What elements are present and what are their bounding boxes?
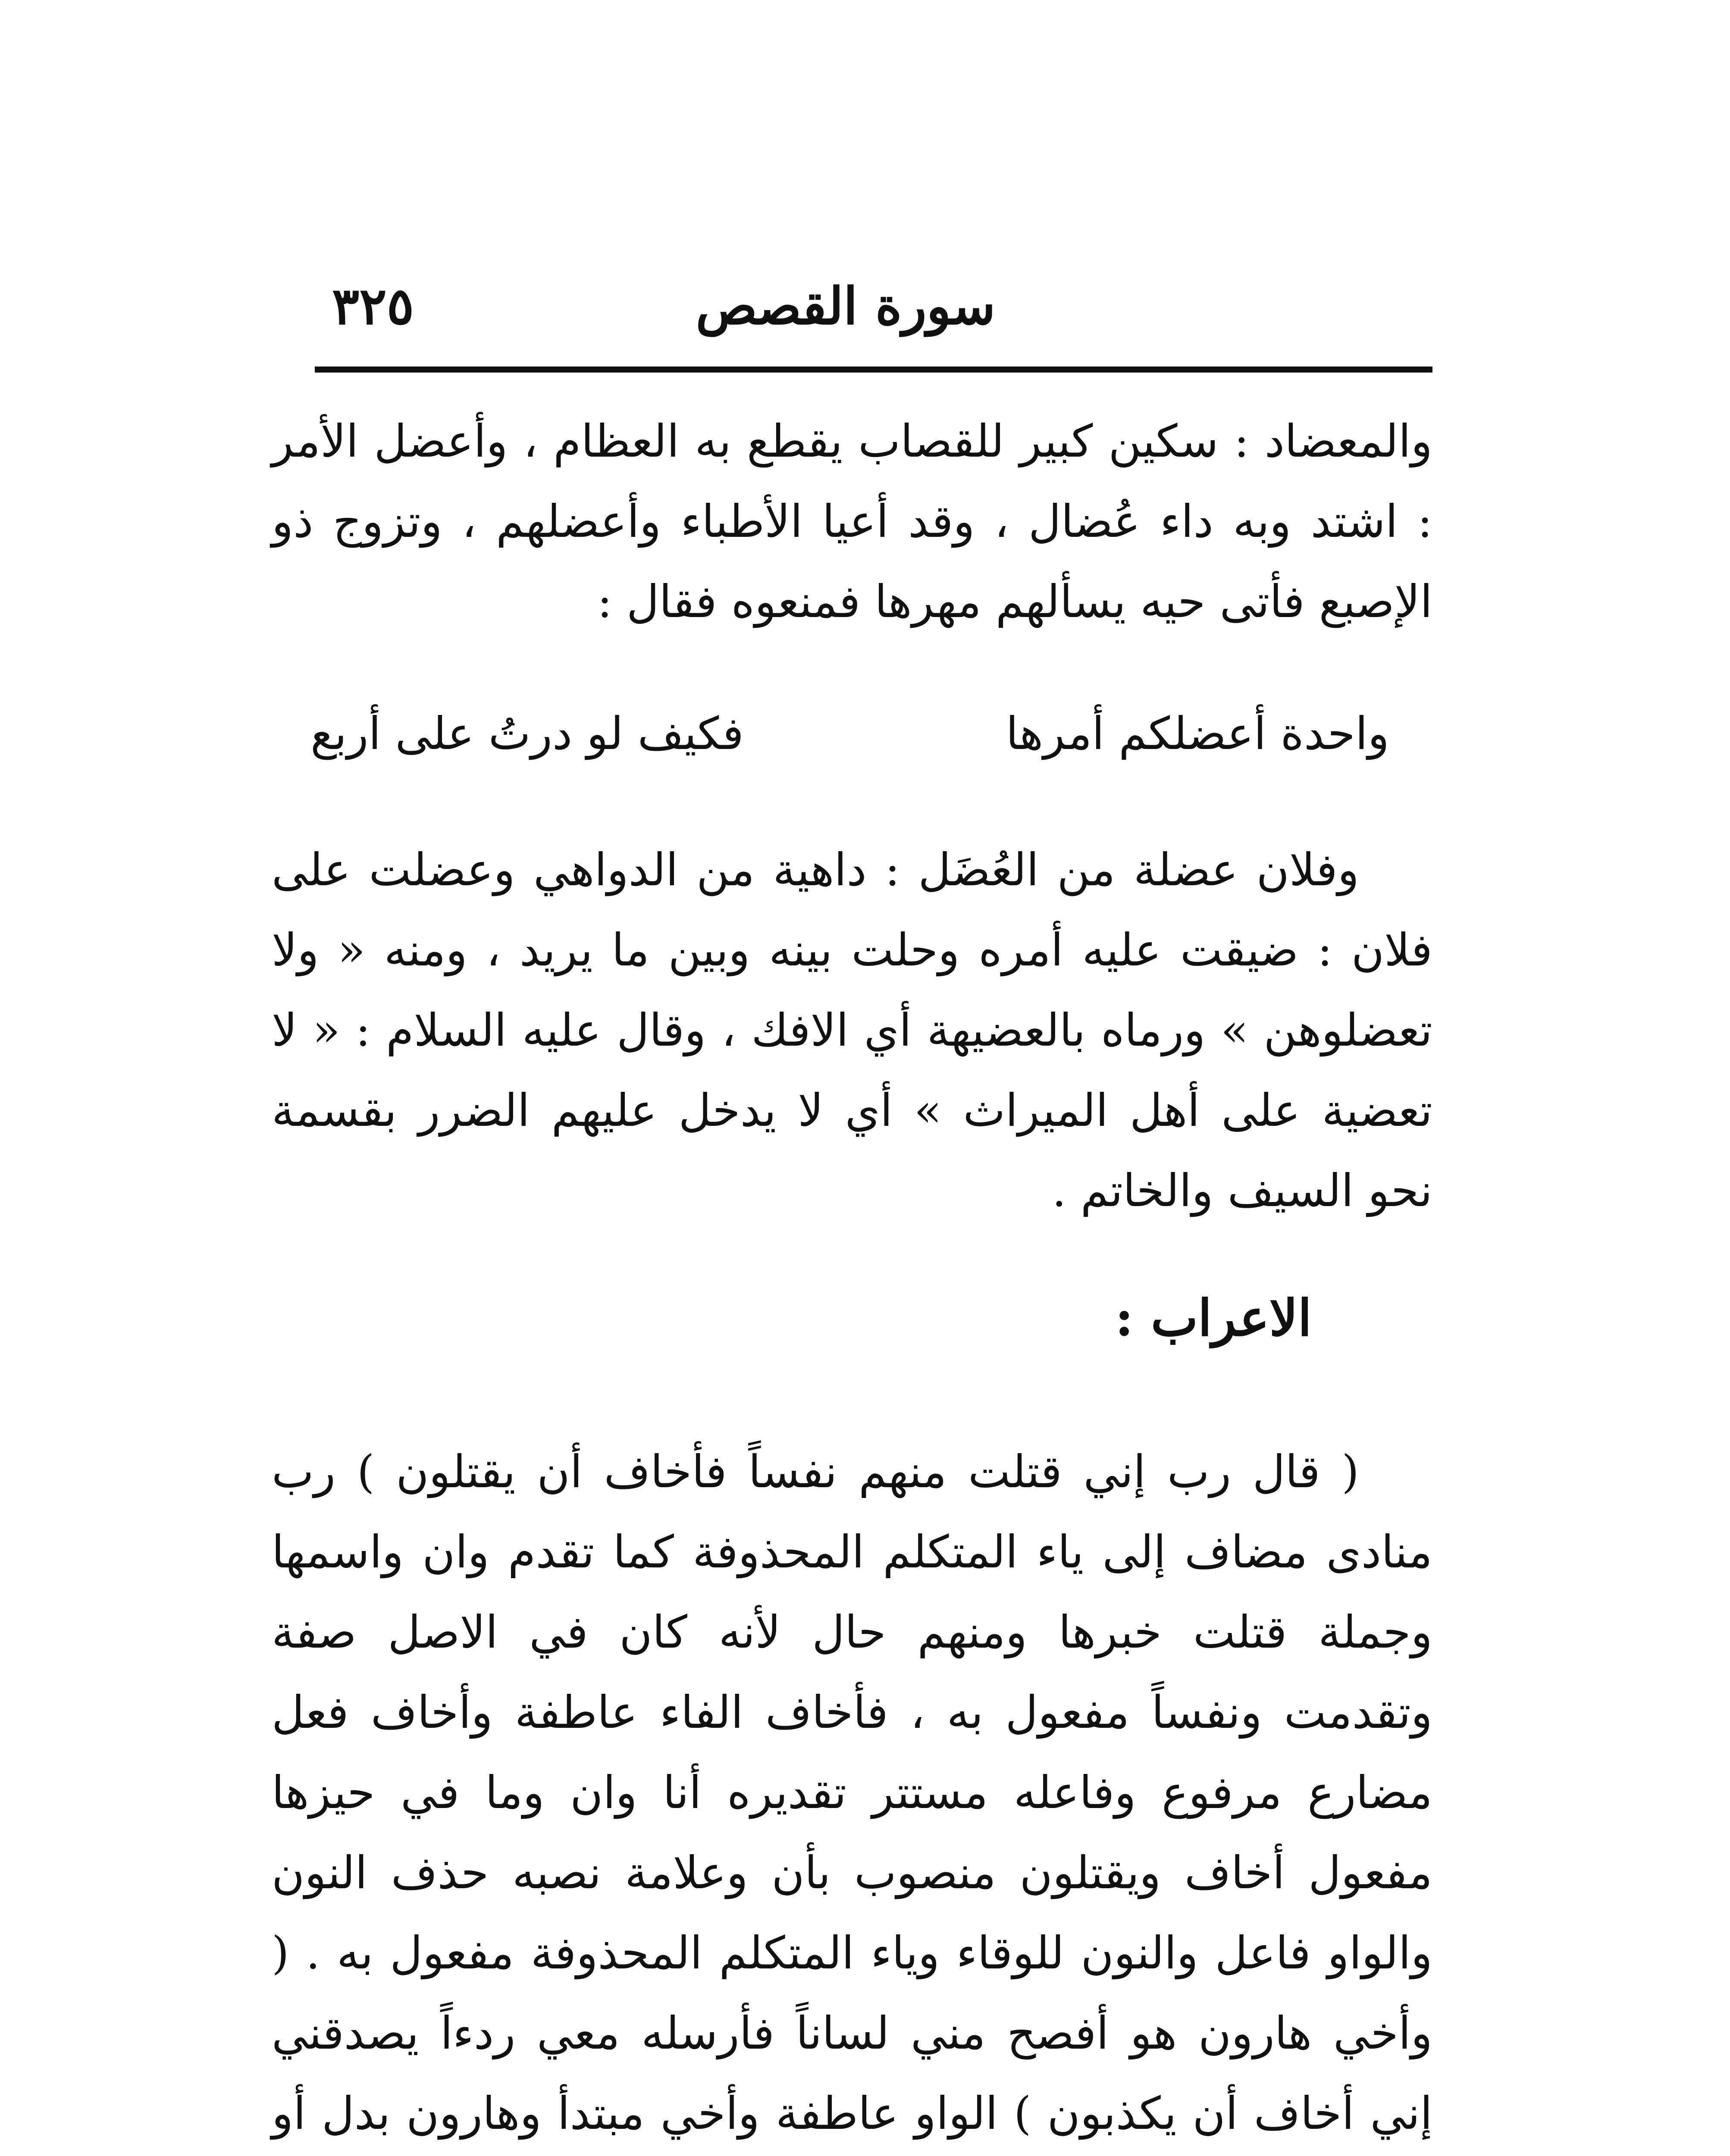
page-title: سورة القصص: [696, 276, 996, 336]
verse-second-hemistich: فكيف لو درتُ على أربع: [310, 707, 744, 760]
poetry-verse: [310, 693, 1389, 774]
header-divider: [315, 367, 1432, 373]
paragraph-irab: ( قال رب إني قتلت منهم نفساً فأخاف أن يقتلون ) رب منادى مضاف إلى ياء المتكلم المحذوفة كما تقدم وان واسمها وجملة قتلت خبرها ومنهم حال لأنه كان في الاصل صفة وتقدمت ونفساً مفعول به ، فأخاف الفاء عاطفة وأخاف فعل مضارع مرفوع وفاعله مستتر تقديره أنا وان وما في حيزها مفعول أخاف ويقتلون منصوب بأن وعلامة نصبه حذف النون والواو فاعل والنون للوقاء وياء المتكلم المحذوفة مفعول به . ( وأخي هارون هو أفصح مني لساناً فأرسله معي ردءاً يصدقني إني أخاف أن يكذبون ) الواو عاطفة وأخي مبتدأ وهارون بدل أو: [272, 1445, 1433, 2140]
paragraph-definition-1: والمعضاد : سكين كبير للقصاب يقطع به العظام ، وأعضل الأمر : اشتد وبه داء عُضال ، وقد أعيا الأطباء وأعضلهم ، وتزوج ذو الإصبع فأتى حيه يسألهم مهرها فمنعوه فقال :: [272, 415, 1432, 628]
section-heading-irab: الاعراب :: [1115, 1289, 1312, 1348]
verse-first-hemistich: واحدة أعضلكم أمرها: [1006, 707, 1389, 760]
page-header: [259, 259, 1432, 358]
paragraph-definition-2: وفلان عضلة من العُضَل : داهية من الدواهي وعضلت على فلان : ضيقت عليه أمره وحلت بينه وبين ما يريد ، ومنه « ولا تعضلوهن » ورماه بالعضيهة أي الافك ، وقال عليه السلام : « لا تعضية على أهل الميراث » أي لا يدخل عليهم الضرر بقسمة نحو السيف والخاتم .: [272, 843, 1433, 1217]
page-body: [272, 401, 1432, 2156]
page-number: ٣٢٥: [332, 276, 414, 336]
